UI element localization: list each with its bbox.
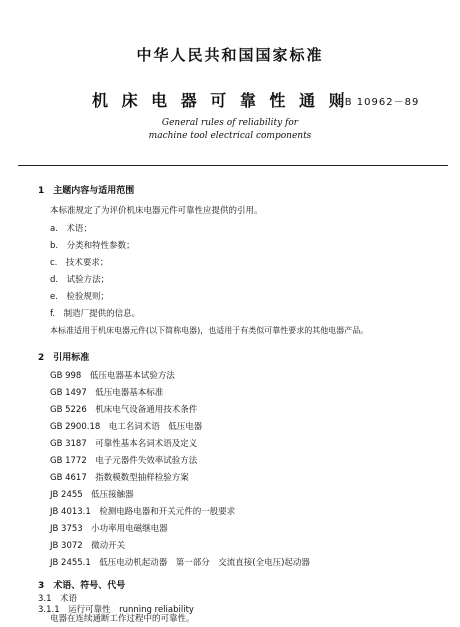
list-item: a. 术语； <box>50 224 92 234</box>
english-title-line-1: General rules of reliability for <box>161 118 299 128</box>
reference-item: JB 4013.1 检测电路电器和开关元件的一般要求 <box>50 507 236 517</box>
list-item: e. 检验规则； <box>50 292 109 302</box>
standard-org-heading: 中华人民共和国国家标准 <box>136 46 324 64</box>
section-1-scope: 本标准适用于机床电器元件(以下简称电器)，也适用于有类似可靠性要求的其他电器产品。 <box>50 326 369 335</box>
reference-item: JB 2455 低压接触器 <box>50 490 134 500</box>
reference-item: GB 998 低压电器基本试验方法 <box>50 371 175 381</box>
header-divider <box>18 165 448 166</box>
section-2-heading: 2 引用标准 <box>38 353 90 363</box>
definition-3-1-1: 电器在连续通断工作过程中的可靠性。 <box>50 614 195 624</box>
term-3-1-1: 3.1.1 运行可靠性 running reliability <box>38 605 194 615</box>
list-item: f. 制造厂提供的信息。 <box>50 309 141 319</box>
subsection-3-1-heading: 3.1 术语 <box>38 594 78 604</box>
list-item: d. 试验方法； <box>50 275 110 285</box>
section-3-heading: 3 术语、符号、代号 <box>38 581 126 591</box>
reference-item: GB 1772 电子元器件失效率试验方法 <box>50 456 198 466</box>
reference-item: GB 5226 机床电气设备通用技术条件 <box>50 405 198 415</box>
reference-item: JB 2455.1 低压电动机起动器 第一部分 交流直接(全电压)起动器 <box>50 558 310 568</box>
standard-number: GB 10962－89 <box>336 97 420 108</box>
english-title-line-2: machine tool electrical components <box>148 131 312 141</box>
reference-item: GB 2900.18 电工名词术语 低压电器 <box>50 422 203 432</box>
document-title: 机 床 电 器 可 靠 性 通 则 <box>92 91 349 110</box>
list-item: b. 分类和特性参数； <box>50 241 135 251</box>
list-item: c. 技术要求； <box>50 258 109 268</box>
section-1-intro: 本标准规定了为评价机床电器元件可靠性应提供的引用。 <box>50 206 263 216</box>
section-1-heading: 1 主题内容与适用范围 <box>38 186 135 196</box>
reference-item: GB 4617 指数模数型抽样检验方案 <box>50 473 189 483</box>
reference-item: GB 3187 可靠性基本名词术语及定义 <box>50 439 198 449</box>
reference-item: JB 3753 小功率用电磁继电器 <box>50 524 168 534</box>
reference-item: GB 1497 低压电器基本标准 <box>50 388 164 398</box>
reference-item: JB 3072 微动开关 <box>50 541 126 551</box>
